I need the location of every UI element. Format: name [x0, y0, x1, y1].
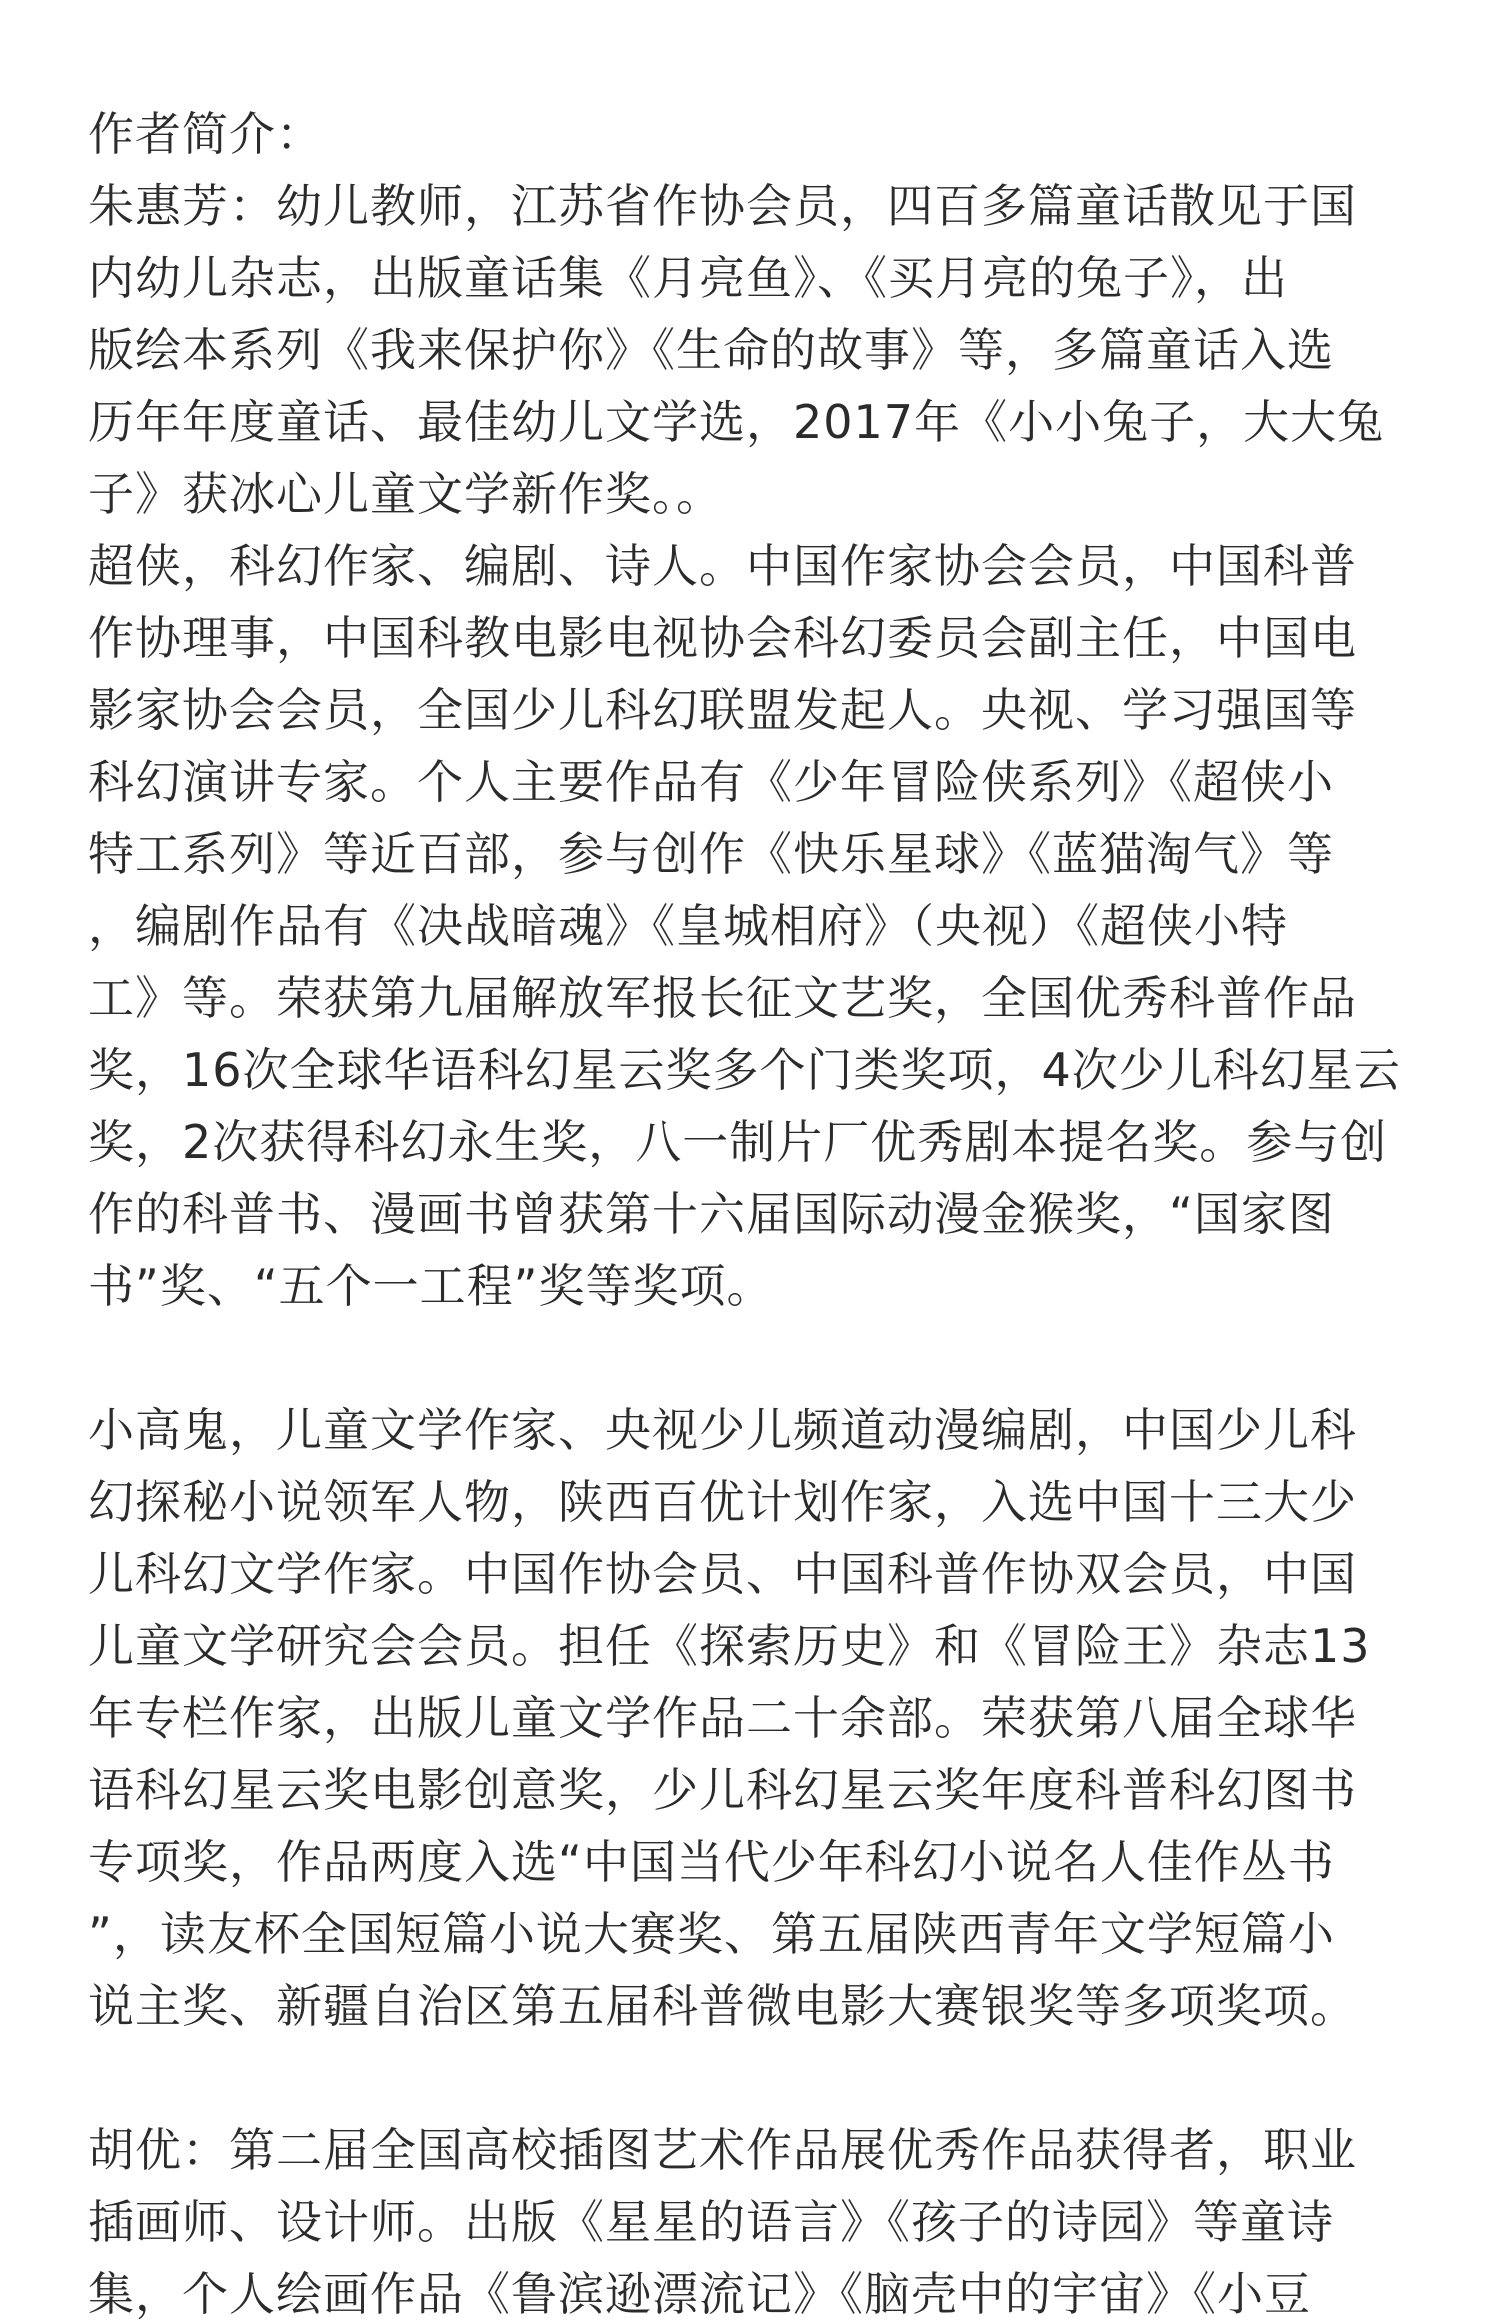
- bio-line: 作协理事，中国科教电影电视协会科幻委员会副主任，中国电: [88, 611, 1357, 665]
- bio-line: ”，读友杯全国短篇小说大赛奖、第五届陕西青年文学短篇小: [88, 1907, 1335, 1961]
- bio-zhu-huifang: [88, 170, 1418, 530]
- bio-line: 影家协会会员，全国少儿科幻联盟发起人。央视、学习强国等: [88, 683, 1357, 737]
- bio-line: 儿科幻文学作家。中国作协会员、中国科普作协双会员，中国: [88, 1547, 1357, 1601]
- bio-line: 说主奖、新疆自治区第五届科普微电影大赛银奖等多项奖项。: [88, 1979, 1357, 2033]
- bio-line: 书”奖、“五个一工程”奖等奖项。: [88, 1259, 774, 1313]
- bio-line: 作的科普书、漫画书曾获第十六届国际动漫金猴奖，“国家图: [88, 1187, 1335, 1241]
- bio-line: 工》等。荣获第九届解放军报长征文艺奖，全国优秀科普作品: [88, 971, 1357, 1025]
- article-body: [88, 98, 1418, 2322]
- bio-line: 集，个人绘画作品《鲁滨逊漂流记》《脑壳中的宇宙》《小豆: [88, 2267, 1311, 2321]
- bio-line: 内幼儿杂志，出版童话集《月亮鱼》、《买月亮的兔子》，出: [88, 251, 1288, 305]
- bio-line: 版绘本系列《我来保护你》《生命的故事》等，多篇童话入选: [88, 323, 1334, 377]
- bio-line: 科幻演讲专家。个人主要作品有《少年冒险侠系列》《超侠小: [88, 755, 1334, 809]
- bio-line: 特工系列》等近百部，参与创作《快乐星球》《蓝猫淘气》等: [88, 827, 1334, 881]
- bio-line: 历年年度童话、最佳幼儿文学选，2017年《小小兔子，大大兔: [88, 395, 1385, 449]
- bio-line: 奖，2次获得科幻永生奖，八一制片厂优秀剧本提名奖。参与创: [88, 1115, 1388, 1169]
- bio-line: 奖，16次全球华语科幻星云奖多个门类奖项，4次少儿科幻星云: [88, 1043, 1401, 1097]
- bio-line: 专项奖，作品两度入选“中国当代少年科幻小说名人佳作丛书: [88, 1835, 1335, 1889]
- bio-line: 子》获冰心儿童文学新作奖。。: [88, 467, 723, 521]
- bio-line: 超侠，科幻作家、编剧、诗人。中国作家协会会员，中国科普: [88, 539, 1357, 593]
- bio-line: 儿童文学研究会会员。担任《探索历史》和《冒险王》杂志13: [88, 1619, 1371, 1673]
- bio-hu-you: [88, 2114, 1418, 2322]
- bio-chao-xia: [88, 530, 1418, 1322]
- bio-line: 朱惠芳：幼儿教师，江苏省作协会员，四百多篇童话散见于国: [88, 179, 1357, 233]
- bio-line: 年专栏作家，出版儿童文学作品二十余部。荣获第八届全球华: [88, 1691, 1357, 1745]
- bio-line: 小高鬼，儿童文学作家、央视少儿频道动漫编剧，中国少儿科: [88, 1403, 1357, 1457]
- bio-line: 幻探秘小说领军人物，陕西百优计划作家，入选中国十三大少: [88, 1475, 1357, 1529]
- section-heading: 作者简介：: [88, 107, 323, 161]
- bio-line: 胡优：第二届全国高校插图艺术作品展优秀作品获得者，职业: [88, 2123, 1357, 2177]
- bio-xiao-gao-gui: [88, 1394, 1418, 2042]
- bio-line: ，编剧作品有《决战暗魂》《皇城相府》（央视）《超侠小特: [88, 899, 1288, 953]
- paragraph-gap: [88, 1322, 1418, 1394]
- bio-line: 语科幻星云奖电影创意奖，少儿科幻星云奖年度科普科幻图书: [88, 1763, 1357, 1817]
- bio-line: 插画师、设计师。出版《星星的语言》《孩子的诗园》等童诗: [88, 2195, 1334, 2249]
- paragraph-gap: [88, 2042, 1418, 2114]
